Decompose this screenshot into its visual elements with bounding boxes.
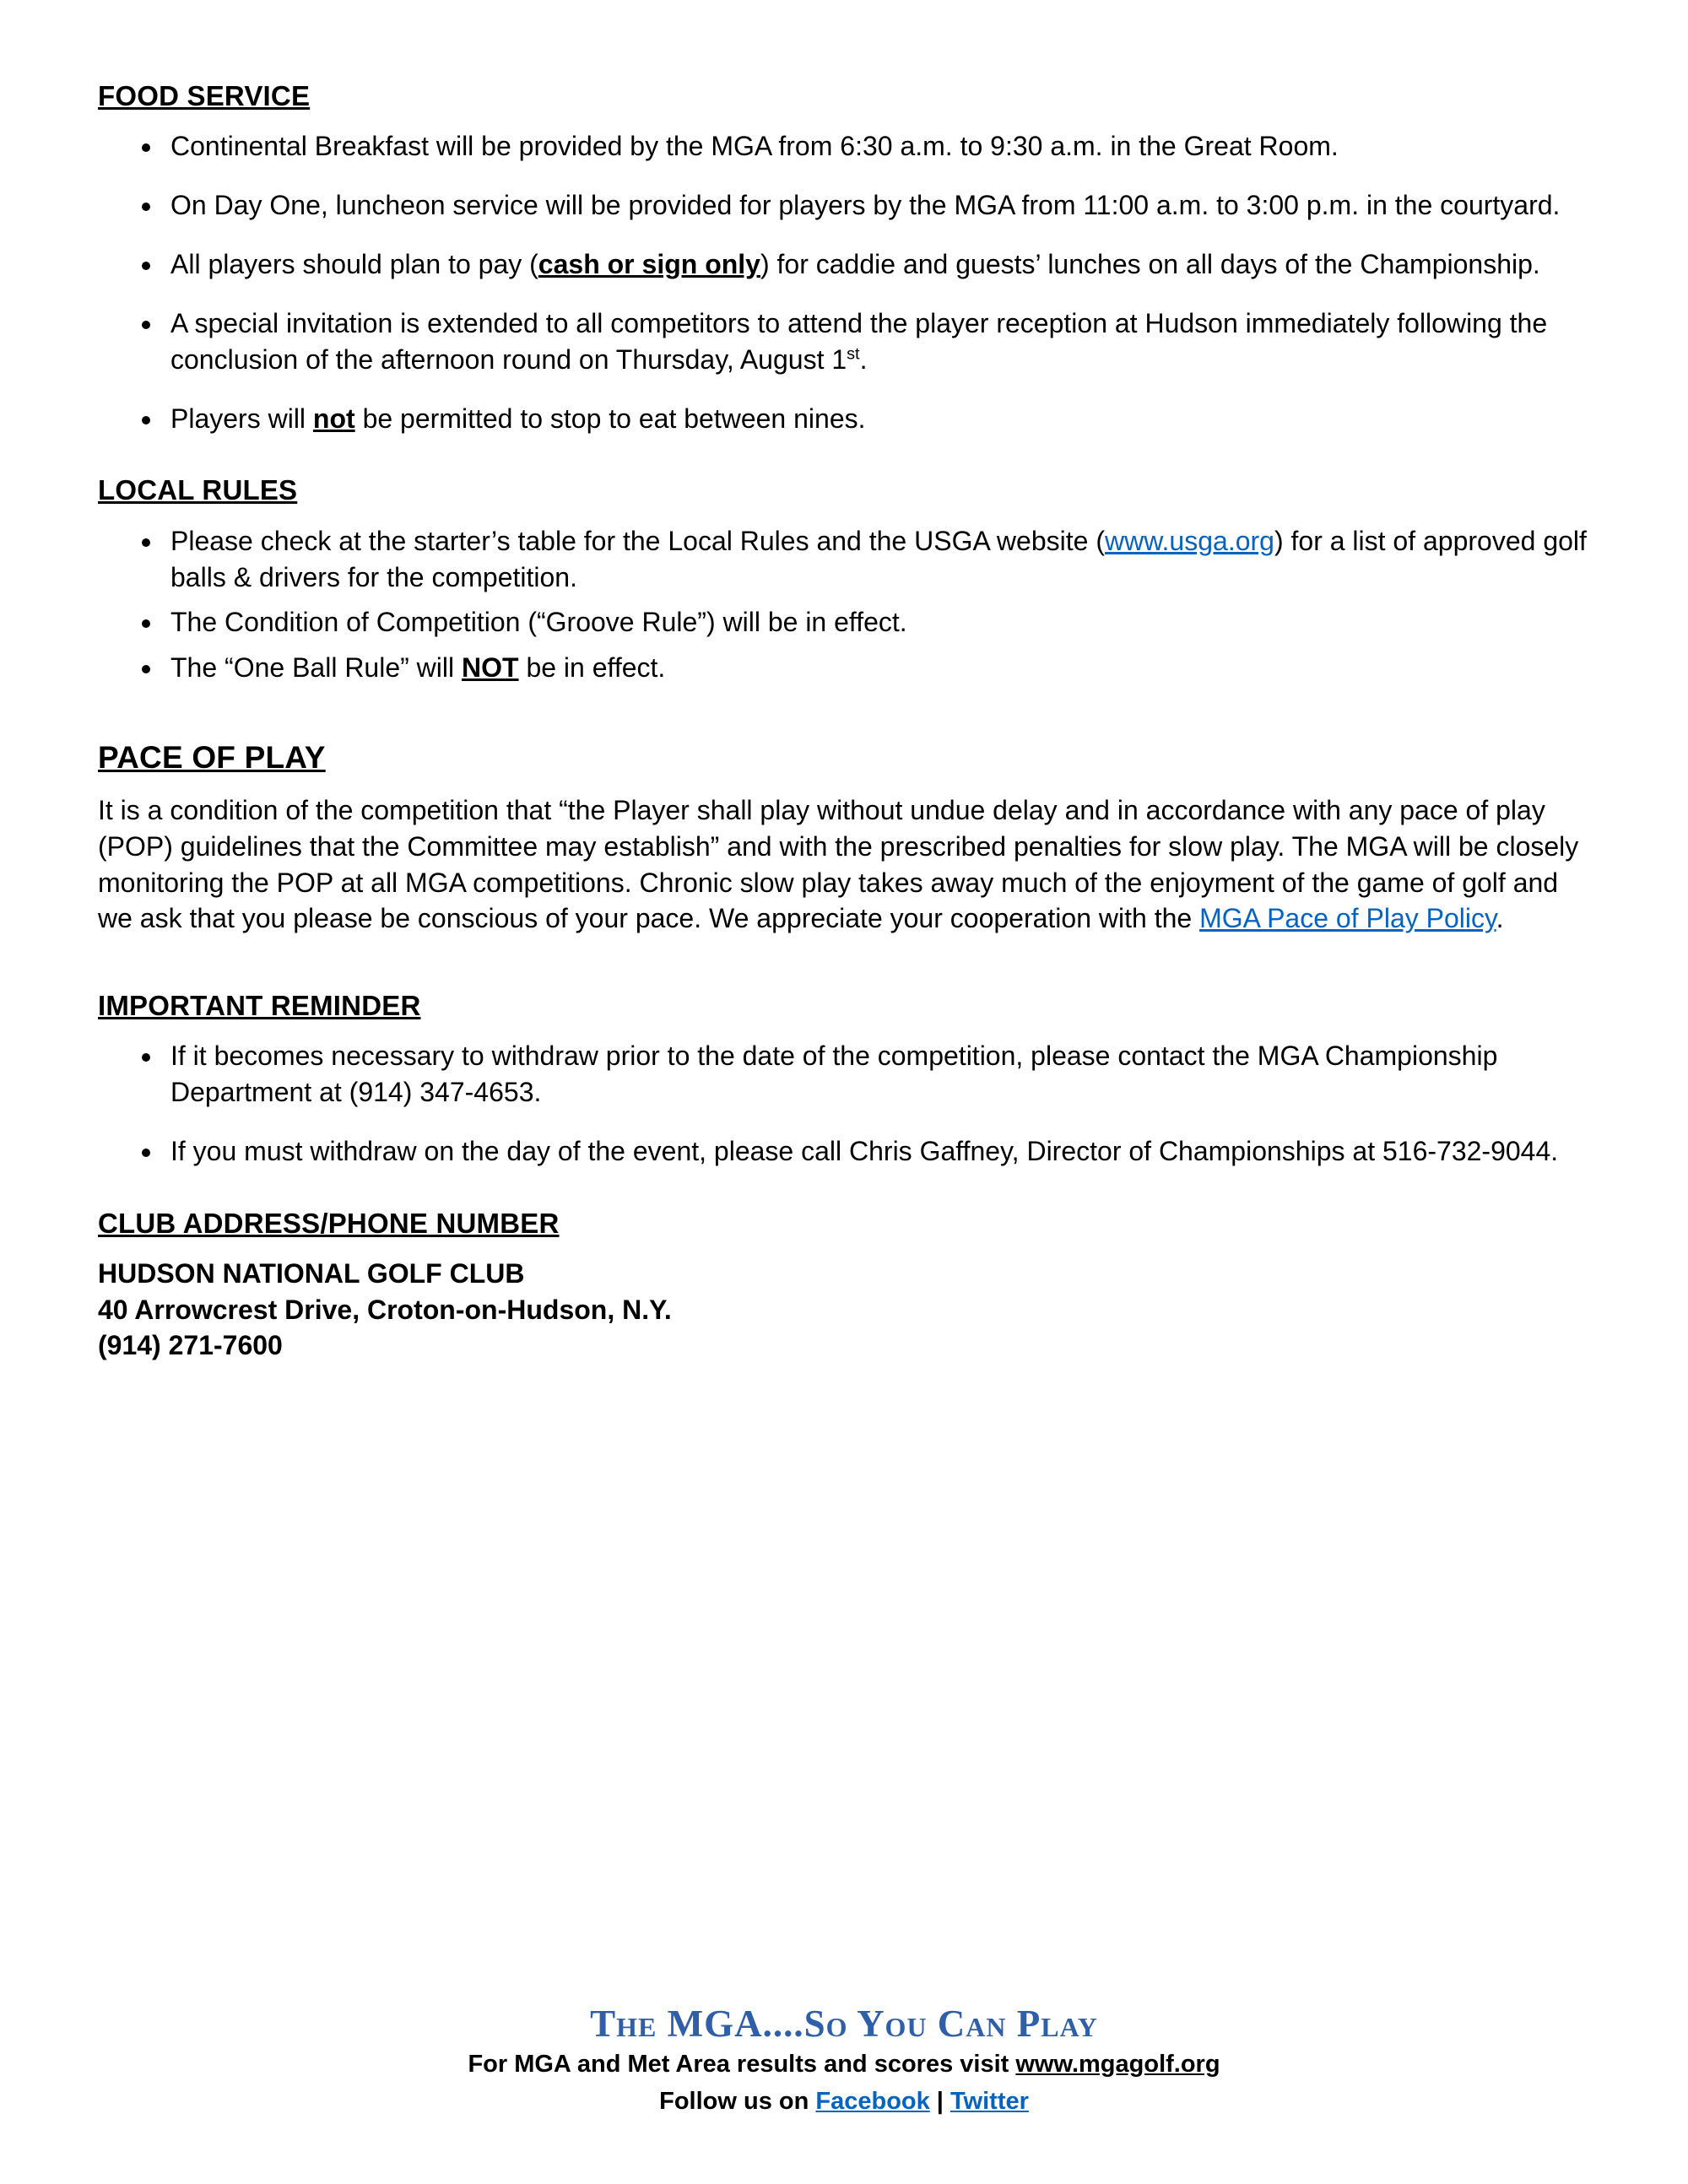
footer-text: For MGA and Met Area results and scores visit bbox=[468, 2051, 1016, 2078]
list-item bbox=[164, 401, 1593, 437]
twitter-link[interactable]: Twitter bbox=[950, 2087, 1029, 2115]
bullet-text: ) for caddie and guests’ lunches on all days of the Championship. bbox=[760, 248, 1540, 279]
mgagolf-link[interactable]: www.mgagolf.org bbox=[1015, 2051, 1220, 2078]
club-name: HUDSON NATIONAL GOLF CLUB bbox=[98, 1258, 525, 1289]
list-item bbox=[164, 246, 1593, 283]
bullet-text: On Day One, luncheon service will be provided for players by the MGA from 11:00 a.m. to 3:00 p.m. in the courtyard. bbox=[170, 190, 1561, 221]
section-heading-club-address: CLUB ADDRESS/PHONE NUMBER bbox=[98, 1208, 560, 1240]
bullet-text: If you must withdraw on the day of the event, please call Chris Gaffney, Director of Championships at 516-732-9044. bbox=[170, 1136, 1559, 1167]
bullet-text: . bbox=[859, 343, 868, 375]
section-heading-important-reminder: IMPORTANT REMINDER bbox=[98, 990, 421, 1022]
important-reminder-list bbox=[98, 1038, 1593, 1170]
bullet-text: ) for a list of approved golf balls & drivers for the competition. bbox=[170, 525, 1587, 592]
emphasis-text: cash or sign only bbox=[538, 248, 760, 279]
mga-tagline: The MGA....So You Can Play bbox=[590, 2003, 1098, 2046]
bullet-text: Players will bbox=[170, 403, 313, 434]
club-street-address: 40 Arrowcrest Drive, Croton-on-Hudson, N.Y. bbox=[98, 1294, 672, 1325]
bullet-text: Please check at the starter’s table for the Local Rules and the USGA website ( bbox=[170, 525, 1105, 556]
section-heading-local-rules: LOCAL RULES bbox=[98, 474, 298, 506]
paragraph-text: . bbox=[1496, 903, 1504, 934]
section-heading-food-service: FOOD SERVICE bbox=[98, 80, 311, 111]
section-heading-pace-of-play: PACE OF PLAY bbox=[98, 740, 326, 776]
bullet-text: The “One Ball Rule” will bbox=[170, 652, 462, 684]
list-item bbox=[164, 128, 1593, 165]
page-footer bbox=[0, 2003, 1688, 2120]
footer-social-line bbox=[0, 2084, 1688, 2121]
club-address-block bbox=[98, 1256, 1593, 1363]
list-item bbox=[164, 305, 1593, 378]
footer-results-line bbox=[0, 2046, 1688, 2084]
bullet-text: If it becomes necessary to withdraw prior to the date of the competition, please contact the MGA Championship Department at (914) 347-4653. bbox=[170, 1041, 1498, 1108]
club-phone-number: (914) 271-7600 bbox=[98, 1329, 283, 1360]
list-item bbox=[164, 650, 1593, 686]
pace-of-play-paragraph bbox=[98, 792, 1593, 938]
bullet-text: The Condition of Competition (“Groove Rule”) will be in effect. bbox=[170, 607, 907, 638]
footer-text: Follow us on bbox=[659, 2087, 816, 2115]
paragraph-text: It is a condition of the competition that “the Player shall play without undue delay and in accordance with any pace of play (POP) guidelines that the Committee may establish” and with the prescribed penalties for slow play. The MGA will be closely monitoring the POP at all MGA competitions. Chronic slow play takes away much of the enjoyment of the game of golf and we ask that you please be conscious of your pace. We appreciate your cooperation with the bbox=[98, 794, 1579, 934]
usga-link[interactable]: www.usga.org bbox=[1104, 525, 1274, 556]
facebook-link[interactable]: Facebook bbox=[815, 2087, 930, 2115]
local-rules-list bbox=[98, 523, 1593, 687]
list-item bbox=[164, 604, 1593, 641]
footer-separator: | bbox=[929, 2087, 950, 2115]
emphasis-text: not bbox=[312, 403, 355, 434]
list-item bbox=[164, 1038, 1593, 1111]
food-service-list bbox=[98, 128, 1593, 436]
ordinal-superscript: st bbox=[847, 344, 860, 364]
bullet-text: be permitted to stop to eat between nines. bbox=[354, 403, 866, 434]
emphasis-text: NOT bbox=[462, 652, 519, 684]
bullet-text: be in effect. bbox=[518, 652, 666, 684]
bullet-text: A special invitation is extended to all competitors to attend the player reception at Hudson immediately following the conclusion of the afternoon round on Thursday, August 1 bbox=[170, 307, 1548, 375]
bullet-text: All players should plan to pay ( bbox=[170, 248, 538, 279]
list-item bbox=[164, 187, 1593, 224]
pace-of-play-policy-link[interactable]: MGA Pace of Play Policy bbox=[1199, 903, 1496, 934]
bullet-text: Continental Breakfast will be provided by the MGA from 6:30 a.m. to 9:30 a.m. in the Great Room. bbox=[170, 131, 1339, 162]
list-item bbox=[164, 523, 1593, 596]
list-item bbox=[164, 1133, 1593, 1170]
